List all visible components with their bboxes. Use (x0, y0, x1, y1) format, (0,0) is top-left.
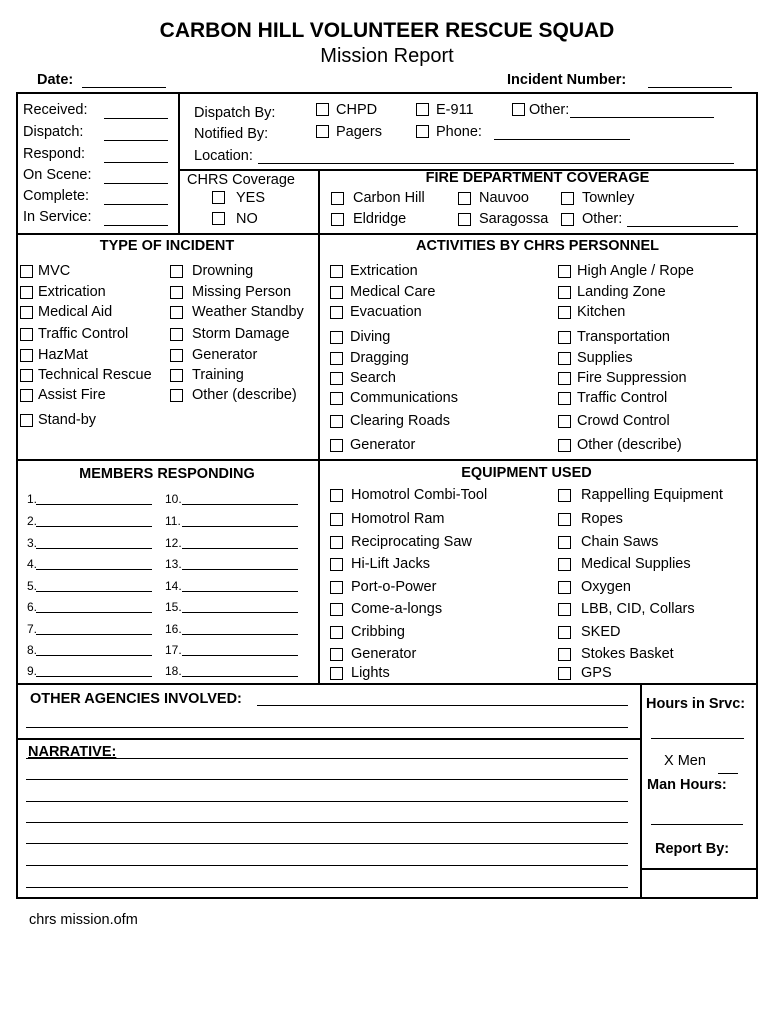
equipment-come-a-longs-label: Come-a-longs (351, 601, 443, 617)
incident-medical-aid-checkbox[interactable] (20, 306, 33, 319)
activity-fire-suppression-label: Fire Suppression (577, 370, 687, 386)
fire-nauvoo-checkbox[interactable] (458, 192, 471, 205)
other-agencies-field[interactable] (26, 727, 628, 728)
equipment-gps-checkbox[interactable] (558, 667, 571, 680)
incident-number-label: Incident Number: (507, 72, 627, 88)
time-label-on-scene: On Scene: (23, 167, 92, 183)
fire-townley-label: Townley (582, 190, 635, 206)
equipment-stokes-basket-checkbox[interactable] (558, 648, 571, 661)
activity-crowd-control-checkbox[interactable] (558, 415, 571, 428)
narrative-label: NARRATIVE: (28, 744, 117, 760)
member-field[interactable] (182, 676, 298, 677)
divider (640, 683, 642, 898)
activity-medical-care-checkbox[interactable] (330, 286, 343, 299)
divider (178, 92, 180, 233)
member-field[interactable] (36, 655, 152, 656)
narrative-line[interactable] (26, 758, 628, 759)
pagers-label: Pagers (336, 124, 382, 140)
other-agencies-field[interactable] (257, 705, 628, 706)
member-field[interactable] (182, 634, 298, 635)
fire-other-checkbox[interactable] (561, 213, 574, 226)
activity-clearing-roads-label: Clearing Roads (350, 413, 450, 429)
activity-kitchen-label: Kitchen (577, 304, 626, 320)
date-label: Date: (37, 72, 74, 88)
equipment-come-a-longs-checkbox[interactable] (330, 603, 343, 616)
member-field[interactable] (36, 676, 152, 677)
narrative-line[interactable] (26, 843, 628, 844)
member-number: 13. (165, 557, 182, 571)
activity-search-label: Search (350, 370, 396, 386)
hours-in-service-label: Hours in Srvc: (646, 696, 746, 712)
chrs-yes-label: YES (236, 190, 266, 206)
equipment-hi-lift-jacks-checkbox[interactable] (330, 558, 343, 571)
narrative-line[interactable] (26, 801, 628, 802)
form-subtitle: Mission Report (320, 45, 454, 67)
member-number: 3. (27, 536, 38, 550)
incident-medical-aid-label: Medical Aid (38, 304, 113, 320)
narrative-line[interactable] (26, 779, 628, 780)
activity-extrication-checkbox[interactable] (330, 265, 343, 278)
activity-generator-checkbox[interactable] (330, 439, 343, 452)
dispatch-by-label: Dispatch By: (194, 105, 276, 121)
activity-dragging-checkbox[interactable] (330, 352, 343, 365)
equipment-medical-supplies-checkbox[interactable] (558, 558, 571, 571)
member-number: 1. (27, 492, 38, 506)
activity-supplies-label: Supplies (577, 350, 633, 366)
incident-drowning-label: Drowning (192, 263, 254, 279)
time-field-complete[interactable] (104, 204, 168, 205)
member-number: 16. (165, 622, 182, 636)
member-field[interactable] (36, 548, 152, 549)
member-field[interactable] (182, 612, 298, 613)
activity-crowd-control-label: Crowd Control (577, 413, 670, 429)
incident-storm-damage-checkbox[interactable] (170, 328, 183, 341)
activity-medical-care-label: Medical Care (350, 284, 436, 300)
equipment-rappelling-equipment-label: Rappelling Equipment (581, 487, 723, 503)
date-field[interactable] (82, 87, 166, 88)
member-number: 15. (165, 600, 182, 614)
incident-generator-checkbox[interactable] (170, 349, 183, 362)
member-number: 12. (165, 536, 182, 550)
member-number: 18. (165, 664, 182, 678)
equipment-stokes-basket-label: Stokes Basket (581, 646, 674, 662)
time-field-on-scene[interactable] (104, 183, 168, 184)
incident-missing-person-checkbox[interactable] (170, 286, 183, 299)
phone-field[interactable] (494, 139, 630, 140)
fire-saragossa-checkbox[interactable] (458, 213, 471, 226)
member-number: 4. (27, 557, 38, 571)
activity-landing-zone-label: Landing Zone (577, 284, 666, 300)
fire-other-label: Other: (582, 211, 623, 227)
member-number: 11. (165, 514, 181, 528)
equipment-sked-checkbox[interactable] (558, 626, 571, 639)
equipment-sked-label: SKED (581, 624, 621, 640)
incident-extrication-checkbox[interactable] (20, 286, 33, 299)
incident-weather-standby-checkbox[interactable] (170, 306, 183, 319)
member-field[interactable] (36, 591, 152, 592)
member-field[interactable] (36, 569, 152, 570)
report-by-label: Report By: (655, 841, 730, 857)
incident-missing-person-label: Missing Person (192, 284, 292, 300)
activity-transportation-label: Transportation (577, 329, 670, 345)
divider (16, 738, 640, 740)
activities-title: ACTIVITIES BY CHRS PERSONNEL (415, 238, 660, 254)
incident-drowning-checkbox[interactable] (170, 265, 183, 278)
incident-hazmat-label: HazMat (38, 347, 88, 363)
activity-search-checkbox[interactable] (330, 372, 343, 385)
equipment-homotrol-combi-tool-checkbox[interactable] (330, 489, 343, 502)
member-field[interactable] (182, 655, 298, 656)
activity-landing-zone-checkbox[interactable] (558, 286, 571, 299)
fire-nauvoo-label: Nauvoo (479, 190, 529, 206)
incident-traffic-control-label: Traffic Control (38, 326, 129, 342)
member-field[interactable] (36, 504, 152, 505)
activity-extrication-label: Extrication (350, 263, 418, 279)
equipment-medical-supplies-label: Medical Supplies (581, 556, 691, 572)
member-field[interactable] (182, 526, 298, 527)
fire-carbon-hill-label: Carbon Hill (353, 190, 425, 206)
member-field[interactable] (36, 634, 152, 635)
phone-label: Phone: (436, 124, 482, 140)
equipment-homotrol-ram-label: Homotrol Ram (351, 511, 445, 527)
equipment-lights-checkbox[interactable] (330, 667, 343, 680)
equipment-port-o-power-label: Port-o-Power (351, 579, 437, 595)
incident-hazmat-checkbox[interactable] (20, 349, 33, 362)
time-label-complete: Complete: (23, 188, 90, 204)
fire-townley-checkbox[interactable] (561, 192, 574, 205)
equipment-cribbing-checkbox[interactable] (330, 626, 343, 639)
x-men-field[interactable] (718, 773, 738, 774)
dispatch-other-label: Other: (529, 102, 570, 118)
activity-fire-suppression-checkbox[interactable] (558, 372, 571, 385)
equipment-lights-label: Lights (351, 665, 390, 681)
e911-label: E-911 (436, 102, 474, 118)
location-field[interactable] (258, 163, 734, 164)
divider (16, 233, 757, 235)
incident-mvc-label: MVC (38, 263, 71, 279)
equipment-oxygen-checkbox[interactable] (558, 581, 571, 594)
equipment-port-o-power-checkbox[interactable] (330, 581, 343, 594)
chrs-no-label: NO (236, 211, 258, 227)
activity-high-angle-rope-checkbox[interactable] (558, 265, 571, 278)
incident-extrication-label: Extrication (38, 284, 106, 300)
man-hours-field[interactable] (651, 824, 743, 825)
member-number: 7. (27, 622, 38, 636)
member-field[interactable] (182, 504, 298, 505)
incident-traffic-control-checkbox[interactable] (20, 328, 33, 341)
activity-traffic-control-label: Traffic Control (577, 390, 668, 406)
time-field-respond[interactable] (104, 162, 168, 163)
type-of-incident-title: TYPE OF INCIDENT (99, 238, 235, 254)
activity-supplies-checkbox[interactable] (558, 352, 571, 365)
incident-assist-fire-label: Assist Fire (38, 387, 106, 403)
equipment-ropes-checkbox[interactable] (558, 513, 571, 526)
member-number: 9. (27, 664, 38, 678)
narrative-line[interactable] (26, 887, 628, 888)
equipment-homotrol-combi-tool-label: Homotrol Combi-Tool (351, 487, 488, 503)
member-number: 10. (165, 492, 182, 506)
chpd-label: CHPD (336, 102, 378, 118)
activity-other-describe-label: Other (describe) (577, 437, 682, 453)
incident-training-label: Training (192, 367, 244, 383)
activity-traffic-control-checkbox[interactable] (558, 392, 571, 405)
other-agencies-label: OTHER AGENCIES INVOLVED: (30, 691, 242, 707)
member-field[interactable] (182, 591, 298, 592)
equipment-reciprocating-saw-label: Reciprocating Saw (351, 534, 472, 550)
time-label-in-service: In Service: (23, 209, 92, 225)
equipment-gps-label: GPS (581, 665, 612, 681)
activity-transportation-checkbox[interactable] (558, 331, 571, 344)
divider (16, 459, 757, 461)
fire-saragossa-label: Saragossa (479, 211, 549, 227)
member-number: 5. (27, 579, 38, 593)
member-number: 17. (165, 643, 182, 657)
member-number: 8. (27, 643, 38, 657)
incident-other-describe-label: Other (describe) (192, 387, 297, 403)
x-men-label: X Men (664, 753, 706, 769)
member-field[interactable] (36, 612, 152, 613)
dispatch-other-field[interactable] (570, 117, 714, 118)
time-label-dispatch: Dispatch: (23, 124, 84, 140)
equipment-chain-saws-checkbox[interactable] (558, 536, 571, 549)
fire-eldridge-checkbox[interactable] (331, 213, 344, 226)
incident-storm-damage-label: Storm Damage (192, 326, 290, 342)
fire-dept-title: FIRE DEPARTMENT COVERAGE (425, 170, 650, 186)
incident-number-field[interactable] (648, 87, 732, 88)
equipment-lbb-cid-collars-label: LBB, CID, Collars (581, 601, 695, 617)
member-field[interactable] (182, 548, 298, 549)
location-label: Location: (194, 148, 253, 164)
activity-generator-label: Generator (350, 437, 416, 453)
time-field-dispatch[interactable] (104, 140, 168, 141)
activity-diving-checkbox[interactable] (330, 331, 343, 344)
equipment-cribbing-label: Cribbing (351, 624, 405, 640)
fire-other-field[interactable] (627, 226, 738, 227)
divider (16, 683, 757, 685)
activity-evacuation-label: Evacuation (350, 304, 422, 320)
divider (640, 868, 757, 870)
equipment-homotrol-ram-checkbox[interactable] (330, 513, 343, 526)
chpd-checkbox[interactable] (316, 103, 329, 116)
member-field[interactable] (36, 526, 152, 527)
incident-mvc-checkbox[interactable] (20, 265, 33, 278)
narrative-line[interactable] (26, 822, 628, 823)
incident-weather-standby-label: Weather Standby (192, 304, 304, 320)
e911-checkbox[interactable] (416, 103, 429, 116)
incident-technical-rescue-label: Technical Rescue (38, 367, 152, 383)
chrs-no-checkbox[interactable] (212, 212, 225, 225)
equipment-hi-lift-jacks-label: Hi-Lift Jacks (351, 556, 430, 572)
equipment-chain-saws-label: Chain Saws (581, 534, 659, 550)
equipment-rappelling-equipment-checkbox[interactable] (558, 489, 571, 502)
equipment-generator-label: Generator (351, 646, 417, 662)
footer-filename: chrs mission.ofm (29, 912, 138, 928)
activity-kitchen-checkbox[interactable] (558, 306, 571, 319)
equipment-lbb-cid-collars-checkbox[interactable] (558, 603, 571, 616)
activity-communications-checkbox[interactable] (330, 392, 343, 405)
pagers-checkbox[interactable] (316, 125, 329, 138)
incident-other-describe-checkbox[interactable] (170, 389, 183, 402)
incident-technical-rescue-checkbox[interactable] (20, 369, 33, 382)
narrative-line[interactable] (26, 865, 628, 866)
chrs-coverage-title: CHRS Coverage (187, 172, 295, 188)
phone-checkbox[interactable] (416, 125, 429, 138)
member-number: 2. (27, 514, 38, 528)
incident-stand-by-label: Stand-by (38, 412, 97, 428)
activity-evacuation-checkbox[interactable] (330, 306, 343, 319)
equipment-reciprocating-saw-checkbox[interactable] (330, 536, 343, 549)
activity-diving-label: Diving (350, 329, 391, 345)
incident-stand-by-checkbox[interactable] (20, 414, 33, 427)
member-field[interactable] (182, 569, 298, 570)
incident-assist-fire-checkbox[interactable] (20, 389, 33, 402)
activity-other-describe-checkbox[interactable] (558, 439, 571, 452)
equipment-title: EQUIPMENT USED (461, 465, 592, 481)
incident-training-checkbox[interactable] (170, 369, 183, 382)
equipment-oxygen-label: Oxygen (581, 579, 631, 595)
time-label-received: Received: (23, 102, 88, 118)
member-number: 6. (27, 600, 38, 614)
fire-carbon-hill-checkbox[interactable] (331, 192, 344, 205)
chrs-yes-checkbox[interactable] (212, 191, 225, 204)
equipment-ropes-label: Ropes (581, 511, 623, 527)
notified-by-label: Notified By: (194, 126, 269, 142)
fire-eldridge-label: Eldridge (353, 211, 407, 227)
equipment-generator-checkbox[interactable] (330, 648, 343, 661)
time-field-in-service[interactable] (104, 225, 168, 226)
activity-clearing-roads-checkbox[interactable] (330, 415, 343, 428)
hours-in-service-field[interactable] (651, 738, 744, 739)
form-title: CARBON HILL VOLUNTEER RESCUE SQUAD (159, 19, 615, 42)
activity-dragging-label: Dragging (350, 350, 409, 366)
time-field-received[interactable] (104, 118, 168, 119)
member-number: 14. (165, 579, 182, 593)
dispatch-other-checkbox[interactable] (512, 103, 525, 116)
time-label-respond: Respond: (23, 146, 86, 162)
members-title: MEMBERS RESPONDING (79, 466, 255, 482)
man-hours-label: Man Hours: (647, 777, 727, 793)
activity-communications-label: Communications (350, 390, 458, 406)
activity-high-angle-rope-label: High Angle / Rope (577, 263, 694, 279)
incident-generator-label: Generator (192, 347, 258, 363)
